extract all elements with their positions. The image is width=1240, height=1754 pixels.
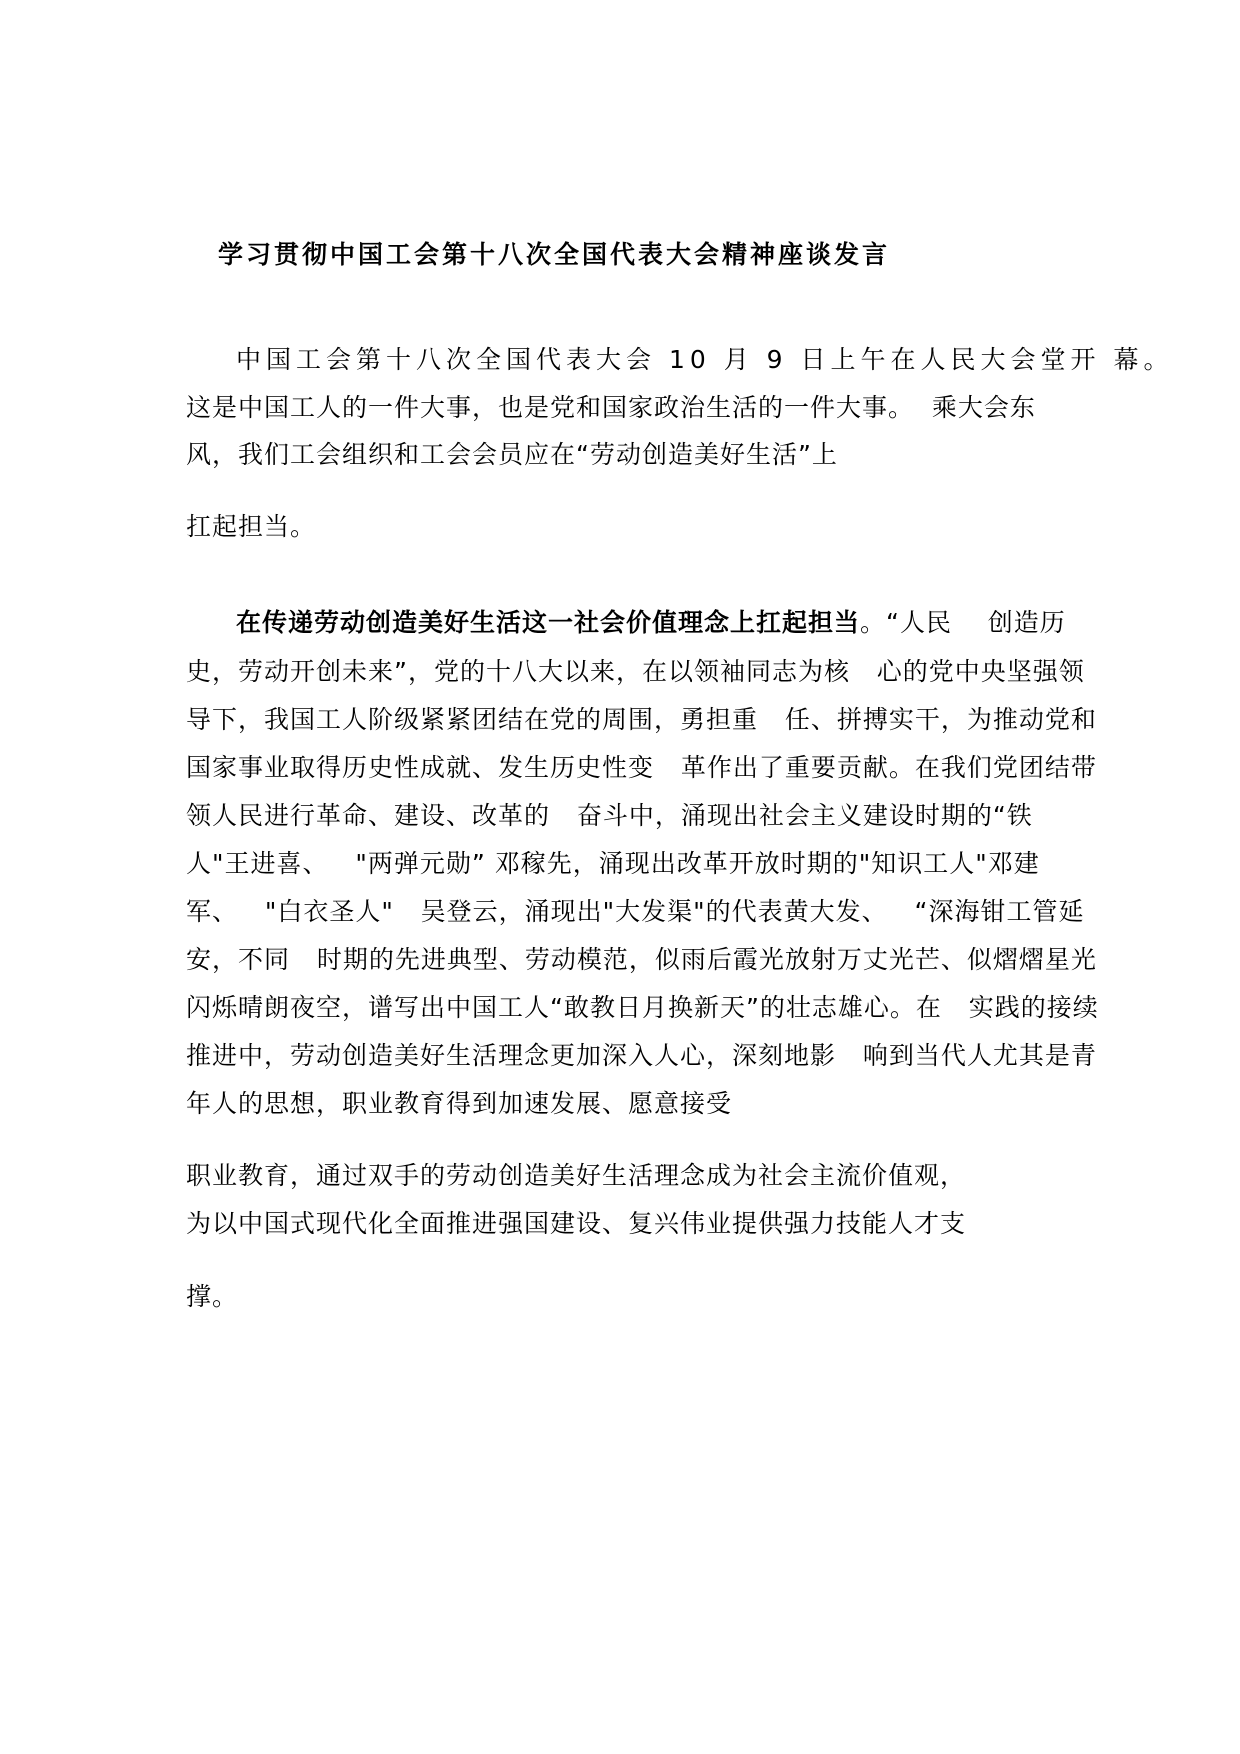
section1-line-14: 撑。 (186, 1282, 239, 1311)
section1-line-1 (236, 606, 1066, 640)
section1-line-5: 领人民进行革命、建设、改革的 奋斗中，涌现出社会主义建设时期的“铁 (186, 801, 1033, 830)
intro-line-3: 风，我们工会组织和工会会员应在“劳动创造美好生活”上 (186, 440, 838, 469)
section1-line-2: 史，劳动开创未来”，党的十八大以来，在以领袖同志为核 心的党中央坚强领 (186, 657, 1085, 686)
intro-line-2: 这是中国工人的一件大事，也是党和国家政治生活的一件大事。 乘大会东 (186, 393, 1036, 422)
section1-line-10: 推进中，劳动创造美好生活理念更加深入人心，深刻地影 响到当代人尤其是青 (186, 1041, 1097, 1070)
section1-line-1-rest: 。“人民 创造历 (860, 608, 1066, 637)
section1-line-7: 军、 "白衣圣人" 吴登云，涌现出"大发渠"的代表黄大发、 “深海钳工管延 (186, 897, 1085, 926)
section1-line-4: 国家事业取得历史性成就、发生历史性变 革作出了重要贡献。在我们党团结带 (186, 753, 1097, 782)
intro-line-1: 中国工会第十八次全国代表大会 10 月 9 日上午在人民大会堂开 幕。 (236, 345, 1174, 374)
intro-line-4: 扛起担当。 (186, 512, 317, 541)
section1-line-9: 闪烁晴朗夜空，谱写出中国工人“敢教日月换新天”的壮志雄心。在 实践的接续 (186, 993, 1099, 1022)
section1-line-8: 安，不同 时期的先进典型、劳动模范，似雨后霞光放射万丈光芒、似熠熠星光 (186, 945, 1097, 974)
section1-heading: 在传递劳动创造美好生活这一社会价值理念上扛起担当 (236, 608, 861, 637)
section1-line-13: 为以中国式现代化全面推进强国建设、复兴伟业提供强力技能人才支 (186, 1209, 967, 1238)
section1-line-6: 人"王进喜、 "两弹元勋” 邓稼先，涌现出改革开放时期的"知识工人"邓建 (186, 849, 1040, 878)
section1-line-12: 职业教育，通过双手的劳动创造美好生活理念成为社会主流价值观， (186, 1161, 967, 1190)
section1-line-11: 年人的思想，职业教育得到加速发展、愿意接受 (186, 1089, 733, 1118)
section1-line-3: 导下，我国工人阶级紧紧团结在党的周围，勇担重 任、拼搏实干，为推动党和 (186, 705, 1097, 734)
document-title: 学习贯彻中国工会第十八次全国代表大会精神座谈发言 (218, 240, 891, 269)
